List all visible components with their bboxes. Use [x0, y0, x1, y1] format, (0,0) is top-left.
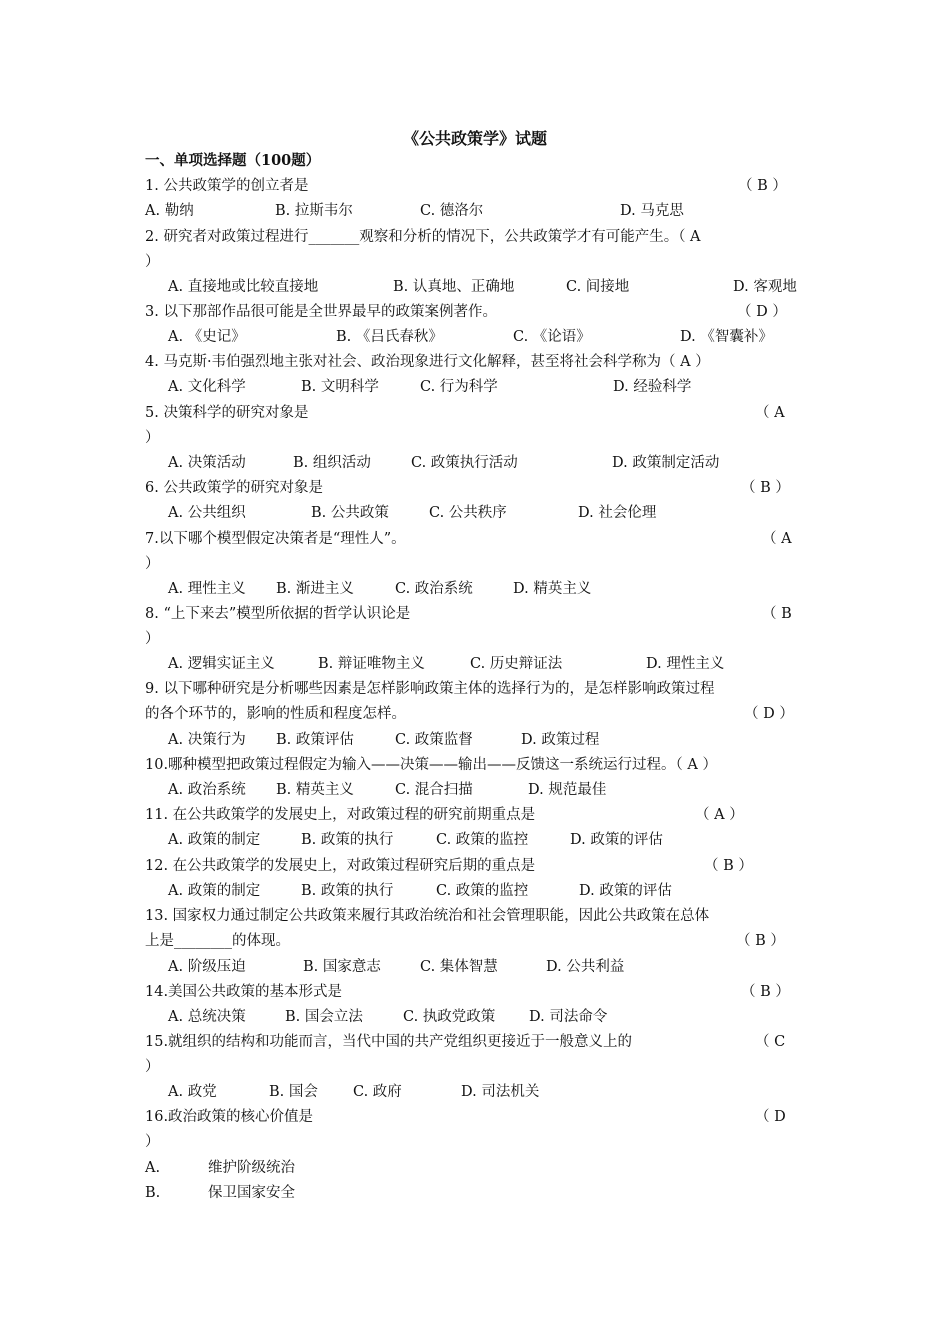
question-12: 12. 在公共政策学的发展史上，对政策过程研究后期的重点是 [145, 858, 536, 874]
option-1b: B. 拉斯韦尔 [275, 203, 353, 219]
option-11b: B. 政策的执行 [301, 832, 394, 848]
option-11d: D. 政策的评估 [570, 832, 663, 848]
option-15d: D. 司法机关 [461, 1084, 540, 1100]
answer-1: （ B ） [738, 178, 787, 194]
option-15b: B. 国会 [269, 1084, 318, 1100]
question-2: 2. 研究者对政策过程进行_______观察和分析的情况下，公共政策学才有可能产生。（ A [145, 229, 701, 245]
question-4: 4. 马克斯·韦伯强烈地主张对社会、政治现象进行文化解释，甚至将社会科学称为（ A ） [145, 354, 710, 370]
option-13a: A. 阶级压迫 [168, 959, 246, 975]
question-15-close: ） [145, 1059, 160, 1075]
option-3a: A. 《史记》 [168, 329, 246, 345]
question-16: 16.政治政策的核心价值是 [145, 1109, 314, 1125]
question-13-cont: 上是________的体现。 [145, 933, 290, 949]
option-9d: D. 政策过程 [521, 732, 600, 748]
option-14b: B. 国会立法 [285, 1009, 363, 1025]
section-heading: 一、单项选择题（100题） [145, 152, 321, 169]
option-6a: A. 公共组织 [168, 505, 246, 521]
question-5: 5. 决策科学的研究对象是 [145, 405, 309, 421]
option-15c: C. 政府 [353, 1084, 402, 1100]
option-6d: D. 社会伦理 [578, 505, 657, 521]
question-15: 15.就组织的结构和功能而言，当代中国的共产党组织更接近于一般意义上的 [145, 1034, 633, 1050]
option-16b-text: 保卫国家安全 [208, 1185, 295, 1201]
option-10d: D. 规范最佳 [528, 782, 607, 798]
option-16a-letter: A. [145, 1160, 161, 1176]
option-8d: D. 理性主义 [646, 656, 725, 672]
answer-16: （ D [755, 1109, 786, 1125]
option-2d: D. 客观地 [733, 279, 797, 295]
option-2c: C. 间接地 [566, 279, 630, 295]
option-7a: A. 理性主义 [168, 581, 246, 597]
option-9c: C. 政策监督 [395, 732, 473, 748]
option-2a: A. 直接地或比较直接地 [168, 279, 319, 295]
option-9b: B. 政策评估 [276, 732, 354, 748]
answer-8: （ B [762, 606, 792, 622]
option-11c: C. 政策的监控 [436, 832, 529, 848]
answer-7: （ A [762, 531, 792, 547]
answer-5: （ A [755, 405, 785, 421]
option-5b: B. 组织活动 [293, 455, 371, 471]
option-13c: C. 集体智慧 [420, 959, 498, 975]
question-3: 3. 以下那部作品很可能是全世界最早的政策案例著作。 [145, 304, 497, 320]
option-13d: D. 公共利益 [546, 959, 625, 975]
answer-13: （ B ） [736, 933, 785, 949]
option-5c: C. 政策执行活动 [411, 455, 518, 471]
question-8: 8. “上下来去”模型所依据的哲学认识论是 [145, 606, 411, 622]
option-12b: B. 政策的执行 [301, 883, 394, 899]
option-14d: D. 司法命令 [529, 1009, 608, 1025]
option-16a-text: 维护阶级统治 [208, 1160, 295, 1176]
question-1: 1. 公共政策学的创立者是 [145, 178, 309, 194]
question-7: 7.以下哪个模型假定决策者是“理性人”。 [145, 531, 406, 547]
option-2b: B. 认真地、正确地 [393, 279, 515, 295]
option-12a: A. 政策的制定 [168, 883, 261, 899]
option-3d: D. 《智囊补》 [680, 329, 773, 345]
option-8b: B. 辩证唯物主义 [318, 656, 425, 672]
question-13: 13. 国家权力通过制定公共政策来履行其政治统治和社会管理职能，因此公共政策在总体 [145, 908, 710, 924]
option-15a: A. 政党 [168, 1084, 217, 1100]
option-12c: C. 政策的监控 [436, 883, 529, 899]
option-13b: B. 国家意志 [303, 959, 381, 975]
answer-11: （ A ） [695, 807, 744, 823]
option-16b-letter: B. [145, 1185, 161, 1201]
question-9-cont: 的各个环节的，影响的性质和程度怎样。 [145, 706, 406, 722]
option-7c: C. 政治系统 [395, 581, 473, 597]
option-4a: A. 文化科学 [168, 379, 246, 395]
question-7-close: ） [145, 556, 160, 572]
question-16-close: ） [145, 1134, 160, 1150]
question-14: 14.美国公共政策的基本形式是 [145, 984, 343, 1000]
option-9a: A. 决策行为 [168, 732, 246, 748]
option-6c: C. 公共秩序 [429, 505, 507, 521]
option-8a: A. 逻辑实证主义 [168, 656, 275, 672]
answer-3: （ D ） [737, 304, 787, 320]
option-14c: C. 执政党政策 [403, 1009, 496, 1025]
document-title: 《公共政策学》试题 [402, 129, 547, 148]
option-1a: A. 勒纳 [145, 203, 194, 219]
option-4d: D. 经验科学 [613, 379, 692, 395]
answer-12: （ B ） [704, 858, 753, 874]
option-14a: A. 总统决策 [168, 1009, 246, 1025]
option-6b: B. 公共政策 [311, 505, 389, 521]
option-4b: B. 文明科学 [301, 379, 379, 395]
option-1c: C. 德洛尔 [420, 203, 484, 219]
answer-14: （ B ） [741, 984, 790, 1000]
option-10a: A. 政治系统 [168, 782, 246, 798]
question-8-close: ） [145, 631, 160, 647]
question-11: 11. 在公共政策学的发展史上，对政策过程的研究前期重点是 [145, 807, 536, 823]
option-5d: D. 政策制定活动 [612, 455, 720, 471]
option-3c: C. 《论语》 [513, 329, 591, 345]
question-10: 10.哪种模型把政策过程假定为输入——决策——输出——反馈这一系统运行过程。（ A ） [145, 757, 717, 773]
option-10b: B. 精英主义 [276, 782, 354, 798]
option-5a: A. 决策活动 [168, 455, 246, 471]
question-2-close: ） [145, 254, 160, 270]
option-1d: D. 马克思 [620, 203, 684, 219]
option-7b: B. 渐进主义 [276, 581, 354, 597]
option-3b: B. 《吕氏春秋》 [336, 329, 443, 345]
question-6: 6. 公共政策学的研究对象是 [145, 480, 323, 496]
option-4c: C. 行为科学 [420, 379, 498, 395]
option-7d: D. 精英主义 [513, 581, 592, 597]
answer-15: （ C [755, 1034, 786, 1050]
option-12d: D. 政策的评估 [579, 883, 672, 899]
option-11a: A. 政策的制定 [168, 832, 261, 848]
answer-6: （ B ） [741, 480, 790, 496]
question-5-close: ） [145, 430, 160, 446]
question-9: 9. 以下哪种研究是分析哪些因素是怎样影响政策主体的选择行为的，是怎样影响政策过程 [145, 681, 715, 697]
option-10c: C. 混合扫描 [395, 782, 473, 798]
answer-9: （ D ） [744, 706, 794, 722]
option-8c: C. 历史辩证法 [470, 656, 563, 672]
